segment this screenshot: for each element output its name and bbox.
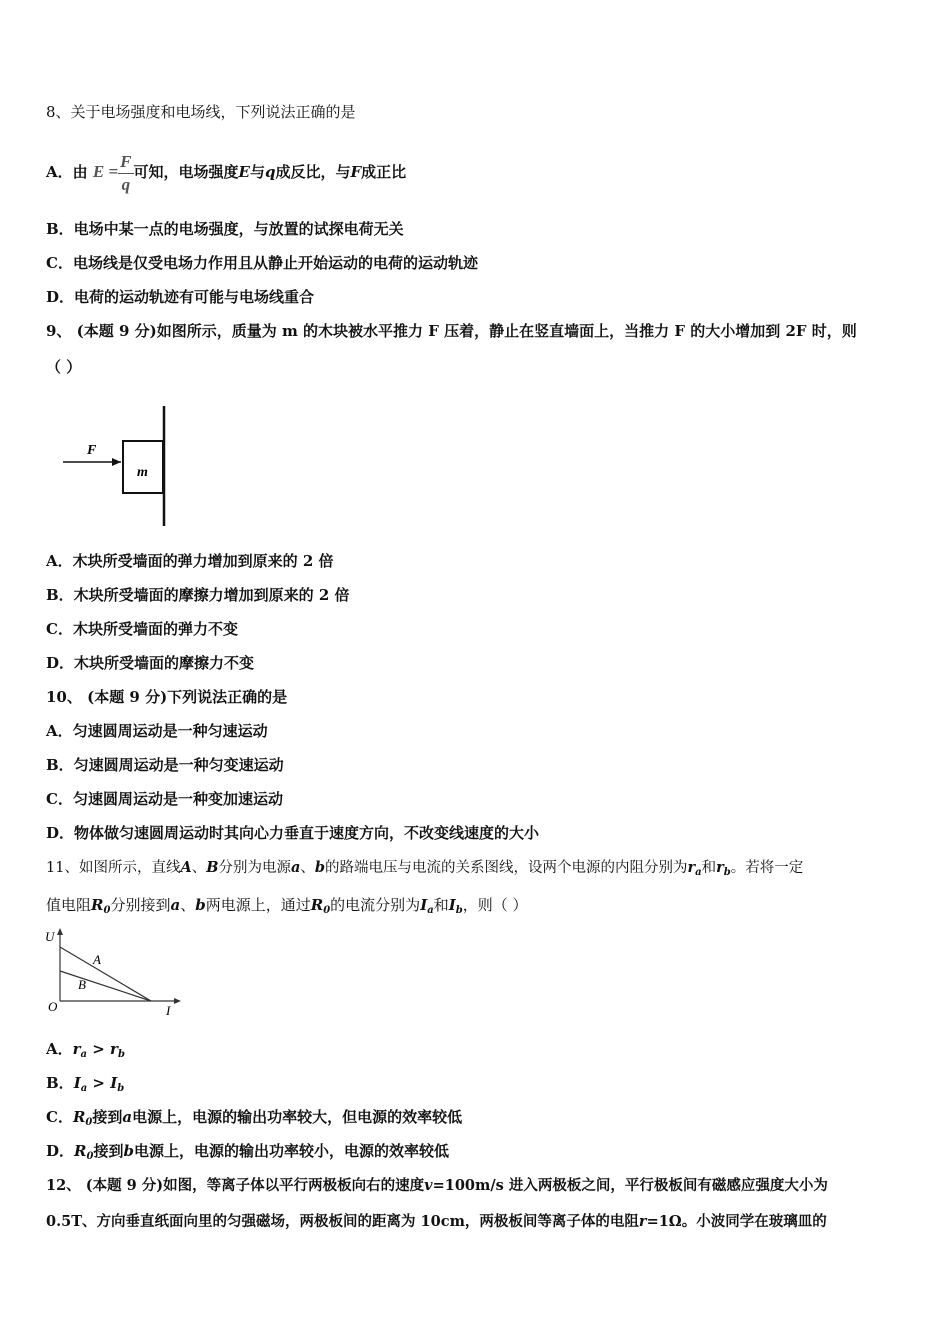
q11-l1-var-rb: r — [716, 859, 724, 876]
q8-a-var3: F — [350, 163, 362, 181]
q11-l2-text7: ，则（ ） — [462, 896, 528, 914]
q11-l1-sub-rb: b — [723, 867, 731, 878]
q11-option-d — [46, 1141, 449, 1167]
q11-i-axis-arrow — [174, 998, 181, 1004]
q11-line-a — [60, 947, 151, 1001]
q8-a-text4: 成正比 — [361, 163, 407, 181]
q11-l2-var-r0: R — [91, 896, 104, 914]
q11-l1-var-src-b: b — [314, 859, 326, 876]
q8-a-text3: 成反比，与 — [275, 163, 351, 181]
q11-l2-var-ib: I — [448, 896, 456, 914]
q11-option-a-label: A． — [46, 1040, 73, 1058]
q9-block-wall-figure — [55, 400, 180, 530]
q12-stem-line1 — [46, 1176, 828, 1196]
q11-option-b-label: B． — [46, 1074, 74, 1092]
q11-l2-sub-r0: 0 — [103, 905, 111, 916]
q11-l1-text1: 11、如图所示，直线 — [46, 860, 181, 876]
q10-option-d: D．物体做匀速圆周运动时其向心力垂直于速度方向，不改变线速度的大小 — [46, 824, 540, 842]
q11-l1-var-ra: r — [687, 859, 696, 876]
q11-l2-sub-r0b: 0 — [323, 905, 331, 916]
q11-d-var2: b — [123, 1142, 134, 1160]
q11-c-text2: 电源上，电源的输出功率较大，但电源的效率较低 — [132, 1108, 463, 1126]
q8-option-a — [46, 150, 406, 194]
q12-l2-text1: 0.5T、方向垂直纸面向里的匀强磁场，两极板间的距离为 10cm，两极板间等离子体的电阻 — [46, 1213, 639, 1230]
q10-option-b: B．匀速圆周运动是一种匀变速运动 — [46, 756, 284, 774]
q11-a-var2: r — [110, 1040, 118, 1058]
q11-l1-text7: 。若将一定 — [730, 860, 804, 876]
q8-fraction-den: q — [121, 174, 131, 194]
q8-fraction-num: F — [118, 151, 133, 174]
q11-ui-graph — [40, 925, 190, 1020]
q11-l2-text3: 、 — [180, 896, 196, 914]
q8-a-var2: q — [264, 163, 276, 181]
q11-u-axis-arrow — [57, 928, 63, 935]
q12-l1-text1: 12、 (本题 9 分)如图，等离子体以平行两极板向右的速度 — [46, 1177, 425, 1194]
q12-l1-text2: =100m/s 进入两极板之间，平行极板间有磁感应强度大小为 — [432, 1177, 828, 1194]
q9-option-a: A．木块所受墙面的弹力增加到原来的 2 倍 — [46, 552, 334, 570]
q11-l1-var-src-a: a — [290, 859, 301, 876]
q8-option-a-prefix: A．由 — [46, 163, 88, 181]
q11-label-o: O — [48, 999, 58, 1014]
q11-a-sub2: b — [117, 1049, 125, 1060]
q11-option-c — [46, 1107, 462, 1133]
q11-l2-text1: 值电阻 — [46, 896, 92, 914]
q11-l2-text5: 的电流分别为 — [330, 896, 421, 914]
q11-l2-sub-ib: b — [455, 905, 463, 916]
q9-option-c: C．木块所受墙面的弹力不变 — [46, 620, 238, 638]
q11-label-b: B — [78, 977, 86, 992]
q11-b-sub1: a — [80, 1083, 88, 1094]
q11-l2-var-a: a — [170, 896, 181, 914]
q11-c-var1: R — [72, 1108, 86, 1126]
q8-option-b: B．电场中某一点的电场强度，与放置的试探电荷无关 — [46, 220, 404, 238]
q8-fraction — [118, 151, 133, 196]
q11-c-sub1: 0 — [85, 1117, 93, 1128]
q8-stem: 8、关于电场强度和电场线，下列说法正确的是 — [46, 103, 356, 121]
q11-b-var2: I — [110, 1074, 118, 1092]
q11-l2-var-b: b — [195, 896, 206, 914]
q12-stem-line2 — [46, 1212, 827, 1232]
q11-l1-text4: 、 — [300, 860, 315, 876]
q11-label-i: I — [166, 1003, 171, 1018]
q11-l1-var-b: B — [206, 859, 219, 876]
q11-b-sub2: b — [117, 1083, 125, 1094]
q11-b-op: > — [87, 1074, 111, 1092]
q11-l1-text5: 的路端电压与电流的关系图线，设两个电源的内阻分别为 — [325, 860, 688, 876]
q12-l2-text2: =1Ω。小波同学在玻璃皿的 — [646, 1213, 827, 1230]
q11-l1-sub-ra: a — [695, 867, 702, 878]
q12-l2-var-r: r — [638, 1213, 647, 1230]
q11-line-b — [60, 971, 151, 1001]
q11-l2-text6: 和 — [433, 896, 449, 914]
q11-option-b — [46, 1073, 124, 1099]
q11-option-c-label: C． — [46, 1108, 73, 1126]
q11-option-a — [46, 1039, 125, 1065]
q9-force-label: F — [87, 443, 97, 458]
q11-d-text2: 电源上，电源的输出功率较小，电源的效率较低 — [133, 1142, 449, 1160]
q11-d-sub1: 0 — [86, 1151, 94, 1162]
q8-option-c: C．电场线是仅受电场力作用且从静止开始运动的电荷的运动轨迹 — [46, 254, 478, 272]
q11-option-d-label: D． — [46, 1142, 75, 1160]
q9-mass-label: m — [137, 465, 148, 480]
q8-option-d: D．电荷的运动轨迹有可能与电场线重合 — [46, 288, 315, 306]
q9-stem: 9、 (本题 9 分)如图所示，质量为 m 的木块被水平推力 F 压着，静止在竖直墙面上，当推力 F 的大小增加到 2F 时，则 — [46, 322, 857, 340]
q11-d-text1: 接到 — [93, 1142, 124, 1160]
q9-force-arrowhead — [112, 458, 121, 466]
q9-option-b: B．木块所受墙面的摩擦力增加到原来的 2 倍 — [46, 586, 350, 604]
q11-a-op: > — [87, 1040, 111, 1058]
q11-a-sub1: a — [80, 1049, 88, 1060]
q11-l1-text3: 分别为电源 — [218, 860, 291, 876]
q11-l2-sub-ia: a — [427, 905, 434, 916]
q11-l2-text4: 两电源上，通过 — [205, 896, 311, 914]
q11-stem-line2 — [46, 895, 528, 921]
q11-b-var1: I — [73, 1074, 81, 1092]
q8-a-text2: 与 — [249, 163, 265, 181]
q11-stem-line1 — [46, 858, 803, 883]
q10-stem: 10、 (本题 9 分)下列说法正确的是 — [46, 688, 288, 706]
q9-paren: （ ） — [46, 358, 82, 376]
q11-d-var1: R — [74, 1142, 87, 1160]
q11-label-a: A — [93, 952, 101, 967]
q11-a-var1: r — [72, 1040, 81, 1058]
q8-a-text1: 可知，电场强度 — [133, 163, 239, 181]
q11-l2-text2: 分别接到 — [110, 896, 171, 914]
q10-option-a: A．匀速圆周运动是一种匀速运动 — [46, 722, 268, 740]
q11-label-u: U — [45, 929, 55, 944]
q8-eq-lhs: E = — [92, 162, 119, 181]
q11-l1-text6: 和 — [701, 860, 717, 876]
q11-l1-text2: 、 — [191, 860, 207, 876]
q9-option-d: D．木块所受墙面的摩擦力不变 — [46, 654, 255, 672]
q11-l2-var-ia: I — [420, 896, 428, 914]
q11-l1-var-a: A — [180, 859, 192, 876]
q8-a-var1: E — [238, 163, 250, 181]
q11-l2-var-r0b: R — [310, 896, 324, 914]
q12-l1-var-v: v — [424, 1177, 433, 1194]
q11-c-text1: 接到 — [92, 1108, 123, 1126]
q10-option-c: C．匀速圆周运动是一种变加速运动 — [46, 790, 283, 808]
q11-c-var2: a — [122, 1108, 133, 1126]
